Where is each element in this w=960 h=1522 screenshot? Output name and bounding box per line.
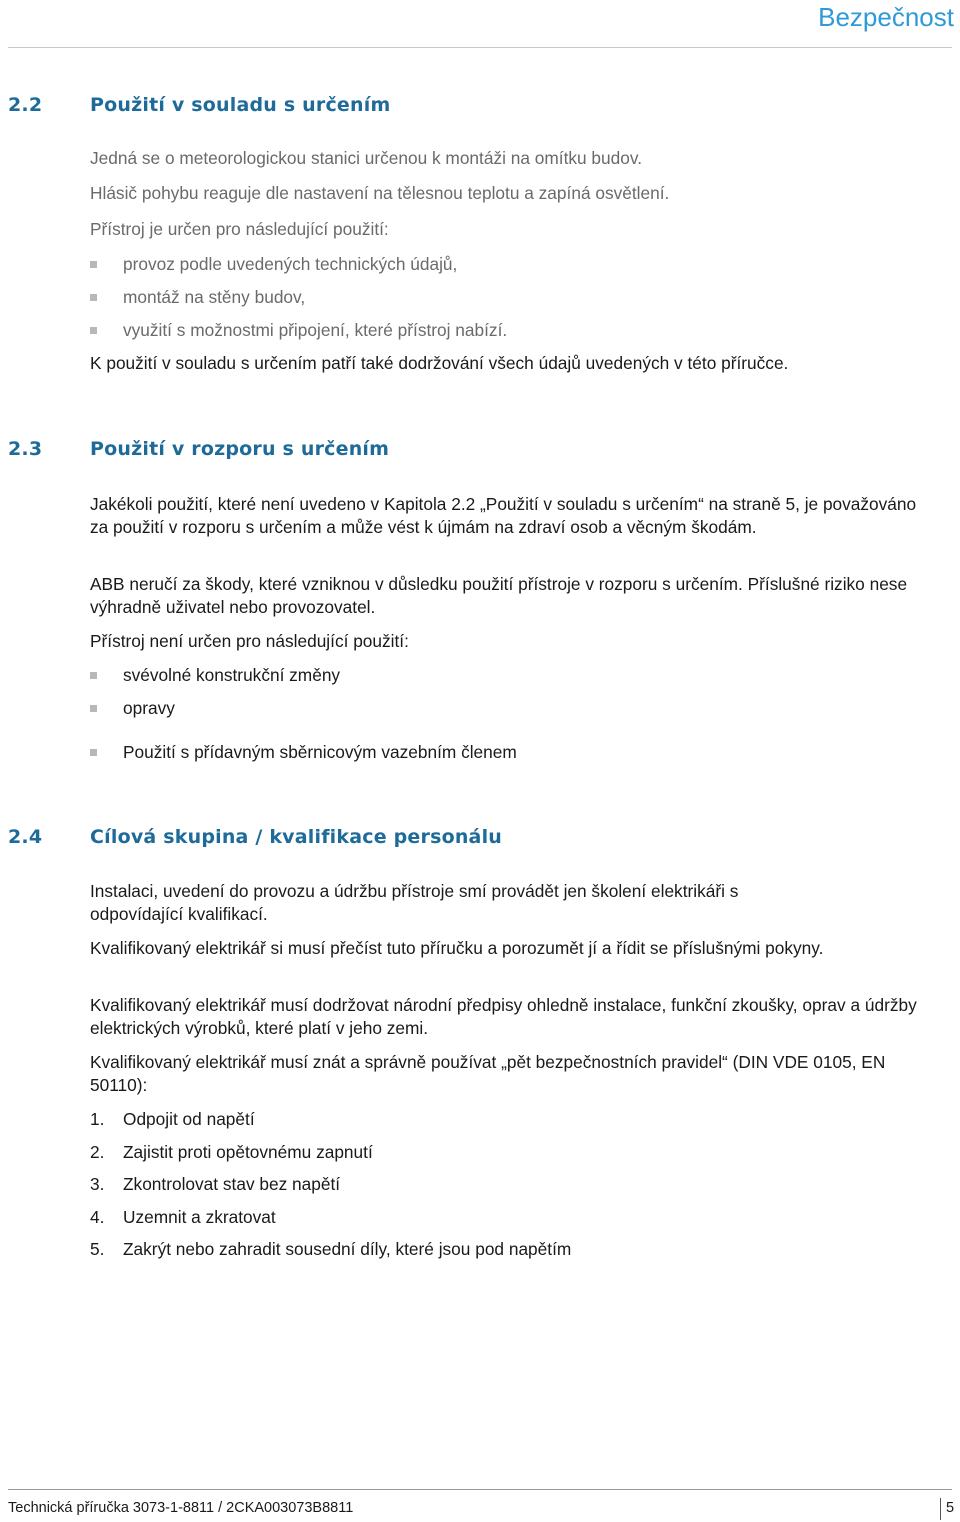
bullet-square-icon xyxy=(90,261,97,268)
section-number: 2.4 xyxy=(8,826,43,848)
paragraph: Jedná se o meteorologickou stanici určenou k montáži na omítku budov. xyxy=(90,148,643,168)
paragraph: Kvalifikovaný elektrikář musí dodržovat národní předpisy ohledně instalace, funkční zkoušky, oprav a údržby elektrických výrobků, které platí v jeho zemi. xyxy=(90,995,917,1038)
paragraph: ABB neručí za škody, které vzniknou v důsledku použití přístroje v rozporu s určením. Příslušné riziko nese výhradně uživatel nebo provozovatel. xyxy=(90,574,908,617)
list-item-number: 3. xyxy=(90,1174,105,1194)
section-2-4-heading xyxy=(8,826,502,848)
section-title: Použití v rozporu s určením xyxy=(90,438,390,460)
list-item-text: Zajistit proti opětovnému zapnutí xyxy=(123,1142,373,1162)
footer-document-id: Technická příručka 3073-1-8811 / 2CKA003073B8811 xyxy=(8,1500,354,1516)
list-item-number: 1. xyxy=(90,1109,105,1129)
bullet-square-icon xyxy=(90,672,97,679)
list-item-text: provoz podle uvedených technických údajů, xyxy=(123,254,458,274)
list-item-text: Zkontrolovat stav bez napětí xyxy=(123,1174,341,1194)
list-item-text: montáž na stěny budov, xyxy=(123,287,306,307)
paragraph: K použití v souladu s určením patří také dodržování všech údajů uvedených v této příručce. xyxy=(90,353,789,373)
bullet-square-icon xyxy=(90,749,97,756)
list-item-number: 4. xyxy=(90,1207,105,1227)
paragraph: Přístroj je určen pro následující použití: xyxy=(90,219,389,239)
paragraph: Přístroj není určen pro následující použití: xyxy=(90,631,409,651)
paragraph: Jakékoli použití, které není uvedeno v Kapitola 2.2 „Použití v souladu s určením“ na straně 5, je považováno za použití v rozporu s určením a může vést k újmám na zdraví osob a věcným škodám. xyxy=(90,494,917,537)
list-item-text: opravy xyxy=(123,698,175,718)
paragraph: Kvalifikovaný elektrikář si musí přečíst tuto příručku a porozumět jí a řídit se příslušnými pokyny. xyxy=(90,938,824,958)
page-header-title: Bezpečnost xyxy=(818,2,954,32)
bullet-square-icon xyxy=(90,327,97,334)
footer-separator xyxy=(940,1498,941,1520)
section-2-2-heading xyxy=(8,94,390,116)
list-item-text: Odpojit od napětí xyxy=(123,1109,255,1129)
bullet-square-icon xyxy=(90,705,97,712)
list-item-text: Uzemnit a zkratovat xyxy=(123,1207,276,1227)
list-item-text: využití s možnostmi připojení, které přístroj nabízí. xyxy=(123,320,508,340)
paragraph: Hlásič pohybu reaguje dle nastavení na tělesnou teplotu a zapíná osvětlení. xyxy=(90,183,670,203)
list-item-text: svévolné konstrukční změny xyxy=(123,665,341,685)
paragraph: Kvalifikovaný elektrikář musí znát a správně používat „pět bezpečnostních pravidel“ (DIN VDE 0105, EN 50110): xyxy=(90,1052,886,1095)
bullet-square-icon xyxy=(90,294,97,301)
section-number: 2.3 xyxy=(8,438,43,460)
list-item-number: 5. xyxy=(90,1239,105,1259)
page-number: 5 xyxy=(946,1500,955,1516)
footer-divider xyxy=(8,1489,952,1490)
paragraph: Instalaci, uvedení do provozu a údržbu přístroje smí provádět jen školení elektrikáři s odpovídající kvalifikací. xyxy=(90,881,739,924)
section-title: Cílová skupina / kvalifikace personálu xyxy=(90,826,503,848)
section-number: 2.2 xyxy=(8,94,43,116)
section-title: Použití v souladu s určením xyxy=(90,94,391,116)
header-divider xyxy=(8,47,952,48)
list-item-text: Zakrýt nebo zahradit sousední díly, které jsou pod napětím xyxy=(123,1239,572,1259)
section-2-3-heading xyxy=(8,438,389,460)
list-item-number: 2. xyxy=(90,1142,105,1162)
list-item-text: Použití s přídavným sběrnicovým vazebním členem xyxy=(123,742,517,762)
